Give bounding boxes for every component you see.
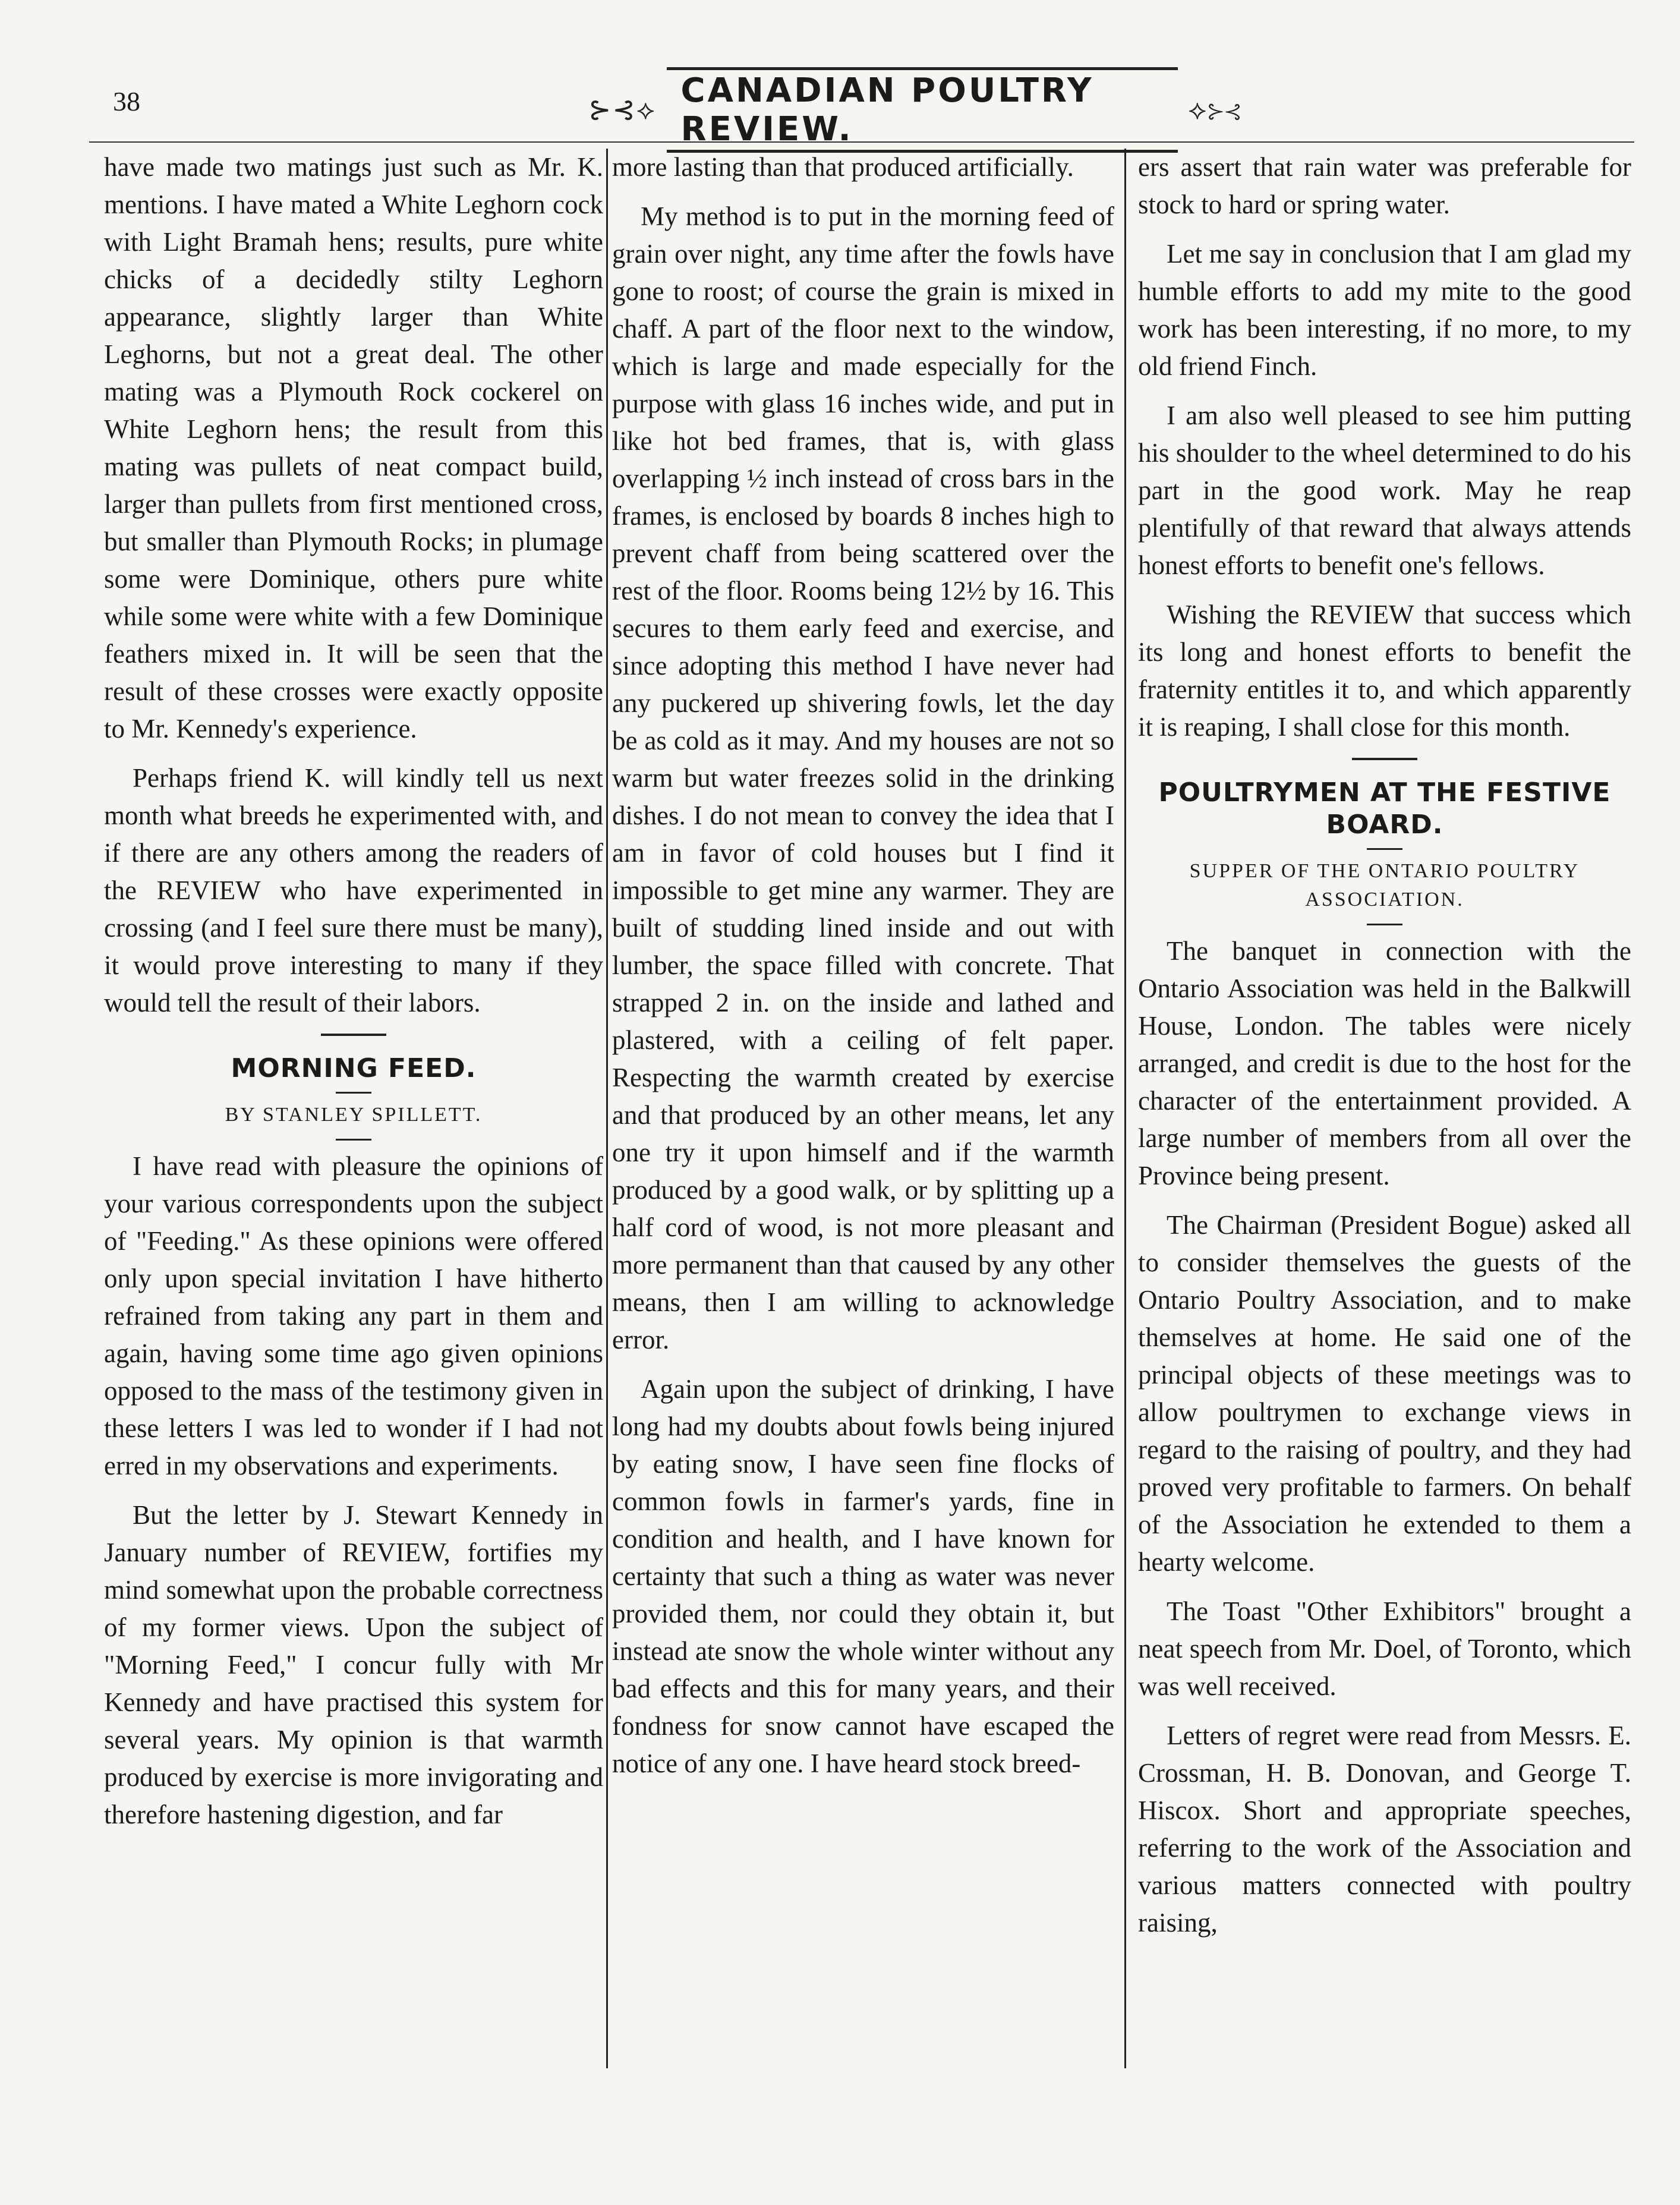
paragraph: Perhaps friend K. will kindly tell us next month what breeds he experimented with, and if there are any others among the readers of the REVIEW who have experimented in crossing (and I feel sure there must be many), it would prove interesting to many if they would tell the result of their labors. [104,763,603,1018]
paragraph: Let me say in conclusion that I am glad my humble efforts to add my mite to the good work has been interesting, if no more, to my old friend Finch. [1138,239,1631,381]
section-rule [1367,924,1402,925]
paragraph: ers assert that rain water was preferable for stock to hard or spring water. [1138,152,1631,219]
masthead-title: CANADIAN POULTRY REVIEW. [667,67,1178,153]
paragraph: Wishing the REVIEW that success which its long and honest efforts to benefit the fraternity entitles it to, and which apparently it is reaping, I shall close for this month. [1138,600,1631,742]
section-rule [321,1034,386,1036]
column-divider [606,149,608,2068]
paragraph: Letters of regret were read from Messrs. E. Crossman, H. B. Donovan, and George T. Hiscox. Short and appropriate speeches, referring to the work of the Association and various matters connected with poultry raising, [1138,1721,1631,1938]
column-2 [612,149,1114,2157]
column-divider [1124,149,1126,2068]
ornament-left-icon: ⊱⊰⟡ [588,94,656,125]
paragraph: My method is to put in the morning feed of grain over night, any time after the fowls have gone to roost; of course the grain is mixed in chaff. A part of the floor next to the window, which is large and made especially for the purpose with glass 16 inches wide, and put in like hot bed frames, that is, with glass overlapping ½ inch instead of cross bars in the frames, is enclosed by boards 8 inches high to prevent chaff from being scattered over the rest of the floor. Rooms being 12½ by 16. This secures to them early feed and exercise, and since adopting this method I have never had any puckered up shivering fowls, let the day be as cold as it may. And my houses are not so warm but water freezes solid in the drinking dishes. I do not mean to convey the idea that I am in favor of cold houses but I find it impossible to get mine any warmer. They are built of studding lined inside and out with lumber, the space filled with concrete. That strapped 2 in. on the inside and lathed and plastered, with a ceiling of felt paper. Respecting the warmth created by exercise and that produced by an other means, let any one try it upon himself and if the warmth produced by a good walk, or by splitting up a half cord of wood, is not more pleasant and more permanent than that caused by any other means, then I am willing to acknowledge error. [612,201,1114,1354]
paragraph: I am also well pleased to see him putting his shoulder to the wheel determined to do his part in the good work. May he reap plentifully of that reward that always attends honest efforts to benefit one's fellows. [1138,401,1631,580]
paragraph: But the letter by J. Stewart Kennedy in January number of REVIEW, fortifies my mind somewhat upon the probable correctness of my former views. Upon the subject of "Morning Feed," I concur fully with Mr Kennedy and have practised this system for several years. My opinion is that warmth produced by exercise is more invigorating and therefore hastening digestion, and far [104,1500,603,1829]
paragraph: Again upon the subject of drinking, I have long had my doubts about fowls being injured by eating snow, I have seen fine flocks of common fowls in farmer's yards, fine in condition and health, and I have known for certainty that such a thing as water was never provided them, nor could they obtain it, but instead ate snow the whole winter without any bad effects and this for many years, and their fondness for snow cannot have escaped the notice of any one. I have heard stock breed- [612,1374,1114,1778]
column-3 [1138,149,1631,2157]
masthead [588,71,1242,149]
section-rule [336,1092,371,1094]
article-subheading: SUPPER OF THE ONTARIO POULTRY ASSOCIATION. [1189,860,1580,911]
ornament-right-icon: ⟡⊱⊰ [1188,94,1242,125]
paragraph: I have read with pleasure the opinions of your various correspondents upon the subject of "Feeding." As these opinions were offered only upon special invitation I have hitherto refrained from taking any part in them and again, having some time ago given opinions opposed to the mass of the testimony given in these letters I was led to wonder if I had not erred in my observations and experiments. [104,1151,603,1480]
paragraph: The banquet in connection with the Ontario Association was held in the Balkwill House, London. The tables were nicely arranged, and credit is due to the host for the character of the entertainment provided. A large number of members from all over the Province being present. [1138,936,1631,1190]
section-rule [1352,758,1417,760]
section-rule [1367,848,1402,850]
section-rule [336,1139,371,1141]
paragraph: more lasting than that produced artificially. [612,152,1074,182]
page-header [89,71,1634,149]
column-1 [104,149,603,2157]
article-heading: POULTRYMEN AT THE FESTIVE BOARD. [1158,777,1611,840]
paragraph: The Chairman (President Bogue) asked all to consider themselves the guests of the Ontario Poultry Association, and to make themselves at home. He said one of the principal objects of these meetings was to allow poultrymen to exchange views in regard to the raising of poultry, and they had proved very profitable to farmers. On behalf of the Association he extended to them a hearty welcome. [1138,1210,1631,1577]
article-byline: BY STANLEY SPILLETT. [225,1104,483,1126]
header-rule [89,141,1634,143]
paragraph: have made two matings just such as Mr. K. mentions. I have mated a White Leghorn cock with Light Bramah hens; results, pure white chicks of a decidedly stilty Leghorn appearance, slightly larger than White Leghorns, but not a great deal. The other mating was a Plymouth Rock cockerel on White Leghorn hens; the result from this mating was pullets of neat compact build, larger than pullets from first mentioned cross, but smaller than Plymouth Rocks; in plumage some were Dominique, others pure white while some were white with a few Dominique feathers mixed in. It will be seen that the result of these crosses were exactly opposite to Mr. Kennedy's experience. [104,152,603,744]
page-number: 38 [113,86,140,116]
paragraph: The Toast "Other Exhibitors" brought a neat speech from Mr. Doel, of Toronto, which was well received. [1138,1596,1631,1701]
article-heading: MORNING FEED. [231,1053,477,1083]
